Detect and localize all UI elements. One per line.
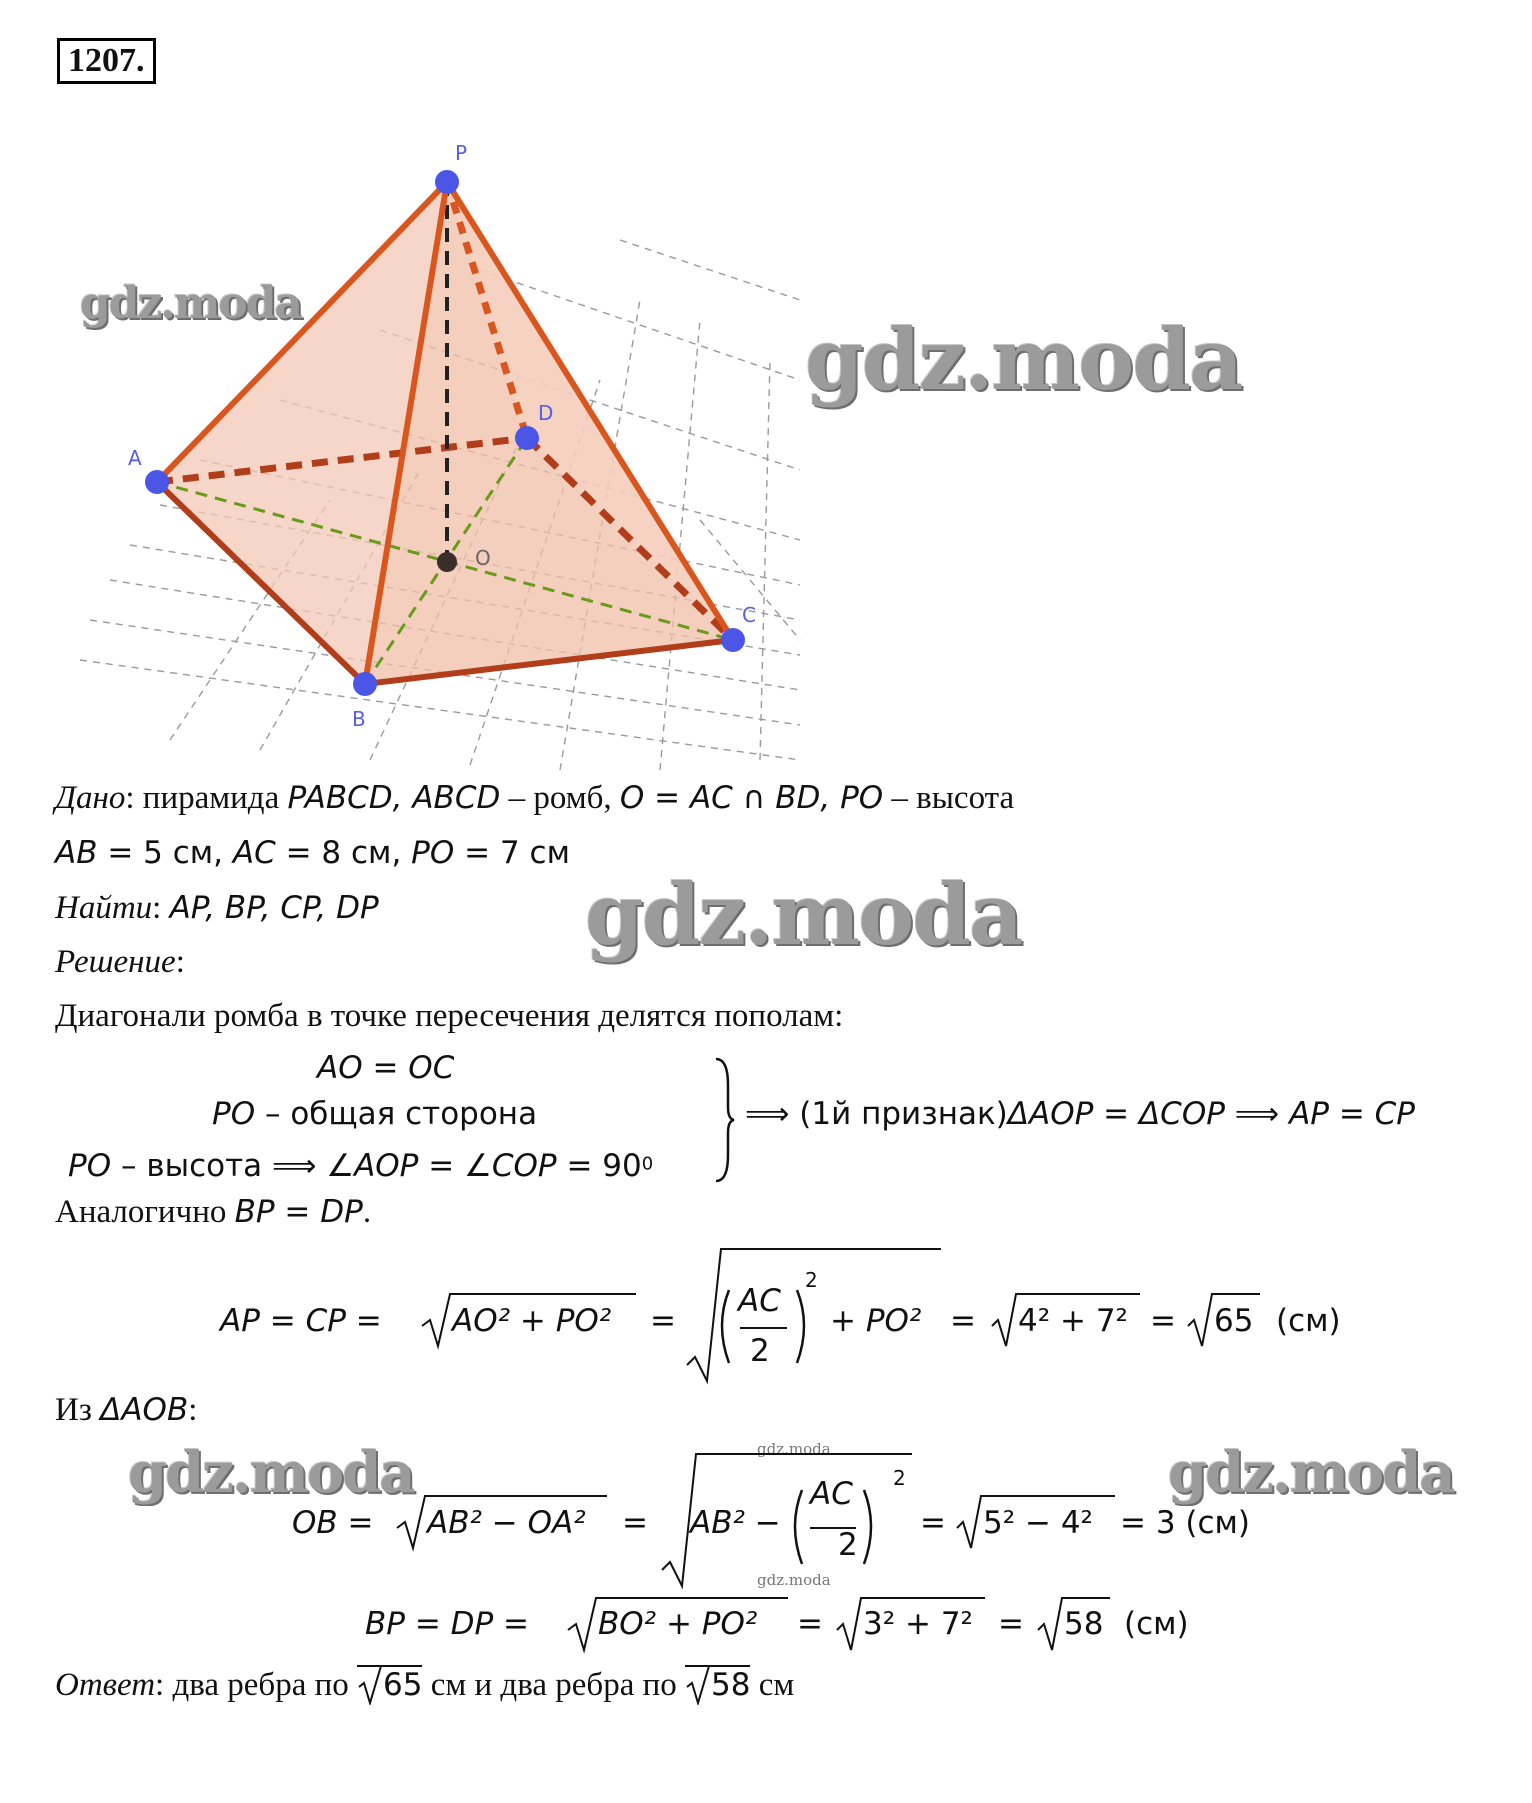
- pyramid-figure: [40, 120, 820, 780]
- vertex-b: [353, 672, 377, 696]
- watermark-small: gdz.moda: [757, 1571, 831, 1589]
- label-p: P: [455, 141, 468, 165]
- equals: =: [650, 1303, 676, 1339]
- radicand: BO² + PO²: [598, 1606, 758, 1642]
- radicand: 5² − 4²: [983, 1505, 1093, 1541]
- system-line-1: AO = OC: [317, 1050, 455, 1086]
- equals: =: [622, 1505, 648, 1541]
- vertex-p: [435, 170, 459, 194]
- label-d: D: [538, 401, 554, 425]
- radicand: AB² − OA²: [427, 1505, 586, 1541]
- unit: (см): [1124, 1606, 1189, 1642]
- radicand: 65: [1214, 1303, 1254, 1339]
- vertex-a: [145, 470, 169, 494]
- equals: =: [797, 1606, 823, 1642]
- solution-heading: Решение:: [55, 944, 185, 980]
- find-line: Найти: AP, BP, CP, DP: [55, 890, 379, 926]
- formula-bp-lhs: BP = DP =: [365, 1606, 530, 1642]
- radicand: 4² + 7²: [1018, 1303, 1128, 1339]
- frac-num: AC: [810, 1476, 853, 1512]
- answer-label: Ответ: [55, 1667, 156, 1703]
- label-c: C: [742, 603, 756, 627]
- label-b: B: [352, 707, 366, 731]
- given-label: Дано: [55, 780, 126, 816]
- result: = 3 (см): [1120, 1505, 1251, 1541]
- watermark: gdz.moda: [128, 1440, 414, 1506]
- find-label: Найти: [55, 890, 153, 926]
- vertex-o: [437, 552, 457, 572]
- problem-number: 1207.: [57, 38, 156, 84]
- radicand: 3² + 7²: [863, 1606, 973, 1642]
- radicand: AO² + PO²: [452, 1303, 612, 1339]
- power: 2: [893, 1466, 906, 1490]
- equals: =: [920, 1505, 946, 1541]
- formula-ap-lhs: AP = CP =: [220, 1303, 382, 1339]
- radicand-plus: + PO²: [830, 1303, 922, 1339]
- radicand: 58: [1064, 1606, 1104, 1642]
- frac-den: 2: [838, 1527, 858, 1563]
- watermark: gdz.moda: [805, 310, 1242, 409]
- system-line-2: PO – общая сторона: [212, 1096, 538, 1132]
- frac-num: AC: [738, 1283, 781, 1319]
- equals: =: [950, 1303, 976, 1339]
- system-brace: [712, 1055, 736, 1185]
- formula-ob-lhs: OB =: [292, 1505, 374, 1541]
- given-values: AB = 5 см, AC = 8 см, PO = 7 см: [55, 835, 570, 871]
- answer-line: Ответ: два ребра по 65 см и два ребра по 58 см: [55, 1667, 795, 1703]
- watermark: gdz.moda: [80, 278, 302, 329]
- power: 2: [805, 1268, 818, 1292]
- frac-den: 2: [750, 1333, 770, 1369]
- watermark: gdz.moda: [1168, 1440, 1454, 1506]
- watermark: gdz.moda: [585, 865, 1022, 964]
- watermark-small: gdz.moda: [757, 1440, 831, 1458]
- label-a: A: [128, 446, 142, 470]
- vertex-c: [721, 628, 745, 652]
- unit: (см): [1276, 1303, 1341, 1339]
- system-line-3: PO – высота ⟹ ∠AOP = ∠COP = $90^0$: [68, 1148, 654, 1184]
- step-text: Диагонали ромба в точке пересечения делятся пополам:: [55, 998, 844, 1034]
- from-line: Из ΔAOB:: [55, 1392, 198, 1428]
- system-result: ⟹ (1й признак)ΔAOP = ΔCOP ⟹ AP = CP: [745, 1096, 1416, 1132]
- equals: =: [1150, 1303, 1176, 1339]
- analog-line: Аналогично BP = DP.: [55, 1194, 372, 1230]
- equals: =: [998, 1606, 1024, 1642]
- vertex-d: [515, 426, 539, 450]
- radicand: AB² −: [690, 1505, 781, 1541]
- given-line: Дано: пирамида PABCD, ABCD – ромб, O = AC ∩ BD, PO – высота: [55, 780, 1015, 816]
- label-o: O: [475, 546, 491, 570]
